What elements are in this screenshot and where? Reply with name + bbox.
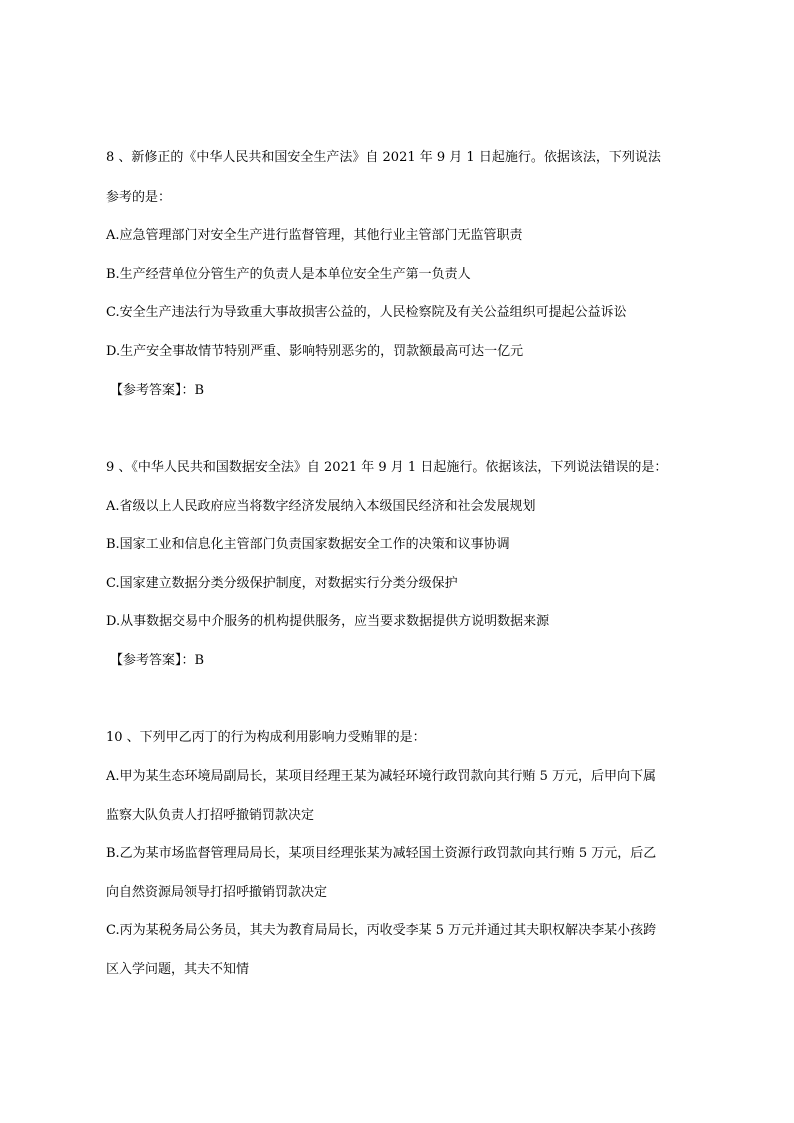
question-9-answer: 【参考答案】：B (110, 653, 205, 668)
question-8-stem-line-1: 8 、新修正的《中华人民共和国安全生产法》自 2021 年 9 月 1 日起施行。依据该法，下列说法 (106, 150, 661, 165)
question-9-option-b: B.国家工业和信息化主管部门负责国家数据安全工作的决策和议事协调 (106, 537, 510, 552)
question-10-stem-line-1: 10 、下列甲乙丙丁的行为构成利用影响力受贿罪的是： (106, 730, 426, 745)
question-10-option-a-line-2: 监察大队负责人打招呼撤销罚款决定 (106, 808, 315, 823)
question-10-option-a-line-1: A.甲为某生态环境局副局长，某项目经理王某为减轻环境行政罚款向其行贿 5 万元，后甲向下属 (106, 769, 657, 784)
question-8-stem-line-2: 参考的是： (106, 190, 172, 205)
question-10-option-b-line-1: B.乙为某市场监督管理局局长，某项目经理张某为减轻国土资源行政罚款向其行贿 5 万元，后乙 (106, 846, 657, 861)
question-10-option-c-line-2: 区入学问题，其夫不知情 (106, 962, 250, 977)
question-8-option-a: A.应急管理部门对安全生产进行监督管理，其他行业主管部门无监管职责 (106, 228, 523, 243)
question-8-option-c: C.安全生产违法行为导致重大事故损害公益的，人民检察院及有关公益组织可提起公益诉讼 (106, 305, 627, 320)
question-10-option-c-line-1: C.丙为某税务局公务员，其夫为教育局局长，丙收受李某 5 万元并通过其夫职权解决李某小孩跨 (106, 923, 657, 938)
question-8-answer: 【参考答案】：B (110, 383, 205, 398)
question-9-option-d: D.从事数据交易中介服务的机构提供服务，应当要求数据提供方说明数据来源 (106, 614, 550, 629)
question-8-option-d: D.生产安全事故情节特别严重、影响特别恶劣的，罚款额最高可达一亿元 (106, 344, 524, 359)
question-10-option-b-line-2: 向自然资源局领导打招呼撤销罚款决定 (106, 885, 328, 900)
question-9-option-a: A.省级以上人民政府应当将数字经济发展纳入本级国民经济和社会发展规划 (106, 499, 536, 514)
question-8-option-b: B.生产经营单位分管生产的负责人是本单位安全生产第一负责人 (106, 267, 471, 282)
question-9-stem-line-1: 9 、《中华人民共和国数据安全法》自 2021 年 9 月 1 日起施行。依据该法，下列说法错误的是： (106, 460, 668, 475)
question-9-option-c: C.国家建立数据分类分级保护制度，对数据实行分类分级保护 (106, 576, 458, 591)
